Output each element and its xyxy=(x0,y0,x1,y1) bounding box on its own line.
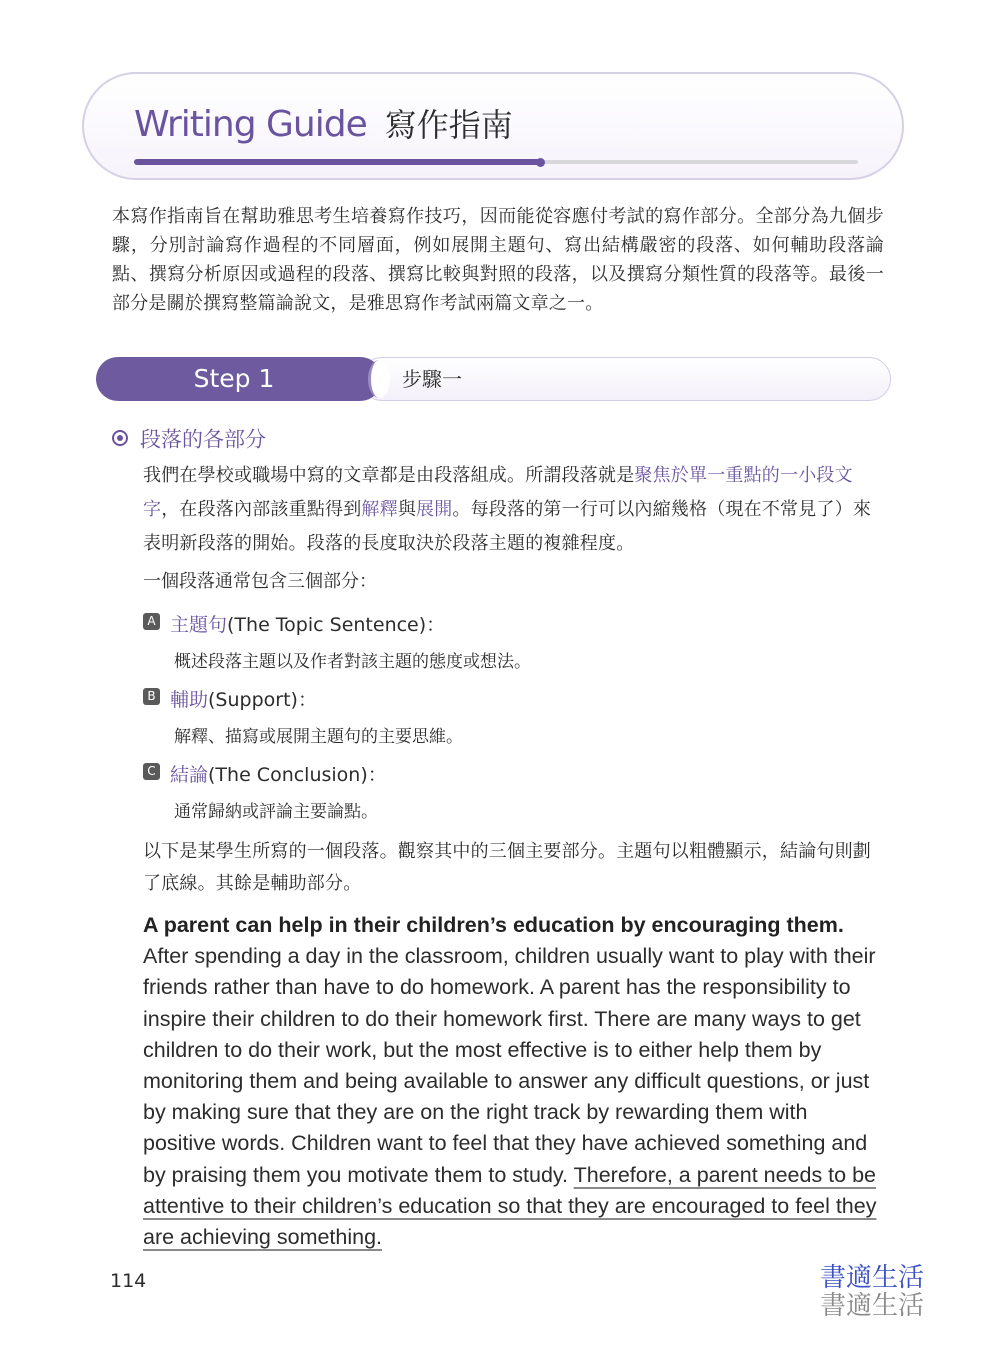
part-en-c: (The Conclusion)： xyxy=(208,764,387,786)
part-name-a: 主題句 xyxy=(170,614,228,636)
part-desc-b: 解釋、描寫或展開主題句的主要思維。 xyxy=(174,727,463,747)
para1-text-1: 我們在學校或職場中寫的文章都是由段落組成。所謂段落就是 xyxy=(143,465,635,486)
page-number: 114 xyxy=(110,1270,147,1292)
chapter-header xyxy=(82,72,904,180)
part-desc-a: 概述段落主題以及作者對該主題的態度或想法。 xyxy=(174,652,531,672)
topic-sentence: A parent can help in their children’s education by encouraging them. xyxy=(143,913,844,937)
header-divider-fill xyxy=(134,159,540,165)
step-title: 步驟一 xyxy=(402,367,462,391)
section-paragraph-2: 以下是某學生所寫的一個段落。觀察其中的三個主要部分。主題句以粗體顯示，結論句則劃了底線。其餘是輔助部分。 xyxy=(143,841,871,894)
para1-text-2: ，在段落內部該重點得到 xyxy=(161,499,362,520)
step-banner-left xyxy=(96,357,382,401)
part-item-c xyxy=(143,760,387,787)
watermark-logo xyxy=(820,1264,924,1320)
header-divider-dot xyxy=(536,158,545,167)
para1-highlight-2: 解釋 xyxy=(361,499,398,520)
para1-text-4: 。每段落的第一行可以內縮幾格（現在不常見了）來表明新段落的開始。段落的長度取決於段落主題的複雜程度。 xyxy=(143,499,872,554)
chapter-title-en: Writing Guide xyxy=(134,104,367,145)
badge-b-icon: B xyxy=(143,688,160,705)
section-heading xyxy=(112,424,266,454)
part-desc-c: 通常歸納或評論主要論點。 xyxy=(174,802,378,822)
para1-highlight-1: 聚焦於單一重點的一小段文字 xyxy=(143,465,853,520)
part-item-a xyxy=(143,610,445,637)
part-en-a: (The Topic Sentence)： xyxy=(227,614,446,636)
part-item-b xyxy=(143,685,317,712)
step-label: Step 1 xyxy=(193,364,275,393)
chapter-title-zh: 寫作指南 xyxy=(384,106,513,144)
badge-c-icon: C xyxy=(143,763,160,780)
watermark-line-1: 書適生活 xyxy=(820,1263,925,1293)
para1-text-3: 與 xyxy=(397,499,417,520)
section-paragraph-1 xyxy=(143,459,881,561)
para1-highlight-3: 展開 xyxy=(416,499,453,520)
part-en-b: (Support)： xyxy=(208,689,317,711)
support-sentences: After spending a day in the classroom, children usually want to play with their friends rather than have to do homework. A parent has the responsibility to inspire their children to do their homework first. There are many ways to get children to do their work, but the most effective is to either help them by monitoring them and being available to answer any difficult questions, or just by making sure that they are on the right track by rewarding them with positive words. Children want to feel that they have achieved something and by praising them you motivate them to study. xyxy=(143,944,876,1187)
section-title: 段落的各部分 xyxy=(140,427,266,452)
step-banner-notch xyxy=(368,360,390,398)
watermark-line-2: 書適生活 xyxy=(820,1291,925,1321)
badge-a-icon: A xyxy=(143,613,160,630)
part-name-b: 輔助 xyxy=(170,689,209,711)
chapter-title xyxy=(134,100,513,146)
bullseye-icon xyxy=(112,430,128,446)
conclusion-sentence: Therefore, a parent needs to be attentive to their children’s education so that they are encouraged to feel they are achieving something. xyxy=(143,1162,877,1250)
part-name-c: 結論 xyxy=(170,764,209,786)
sample-paragraph xyxy=(143,910,883,1253)
intro-paragraph: 本寫作指南旨在幫助雅思考生培養寫作技巧，因而能從容應付考試的寫作部分。全部分為九個步驟，分別討論寫作過程的不同層面，例如展開主題句、寫出結構嚴密的段落、如何輔助段落論點、撰寫分析原因或過程的段落、撰寫比較與對照的段落，以及撰寫分類性質的段落等。最後一部分是關於撰寫整篇論說文，是雅思寫作考試兩篇文章之一。 xyxy=(112,206,884,314)
parts-lead: 一個段落通常包含三個部分： xyxy=(143,571,377,592)
